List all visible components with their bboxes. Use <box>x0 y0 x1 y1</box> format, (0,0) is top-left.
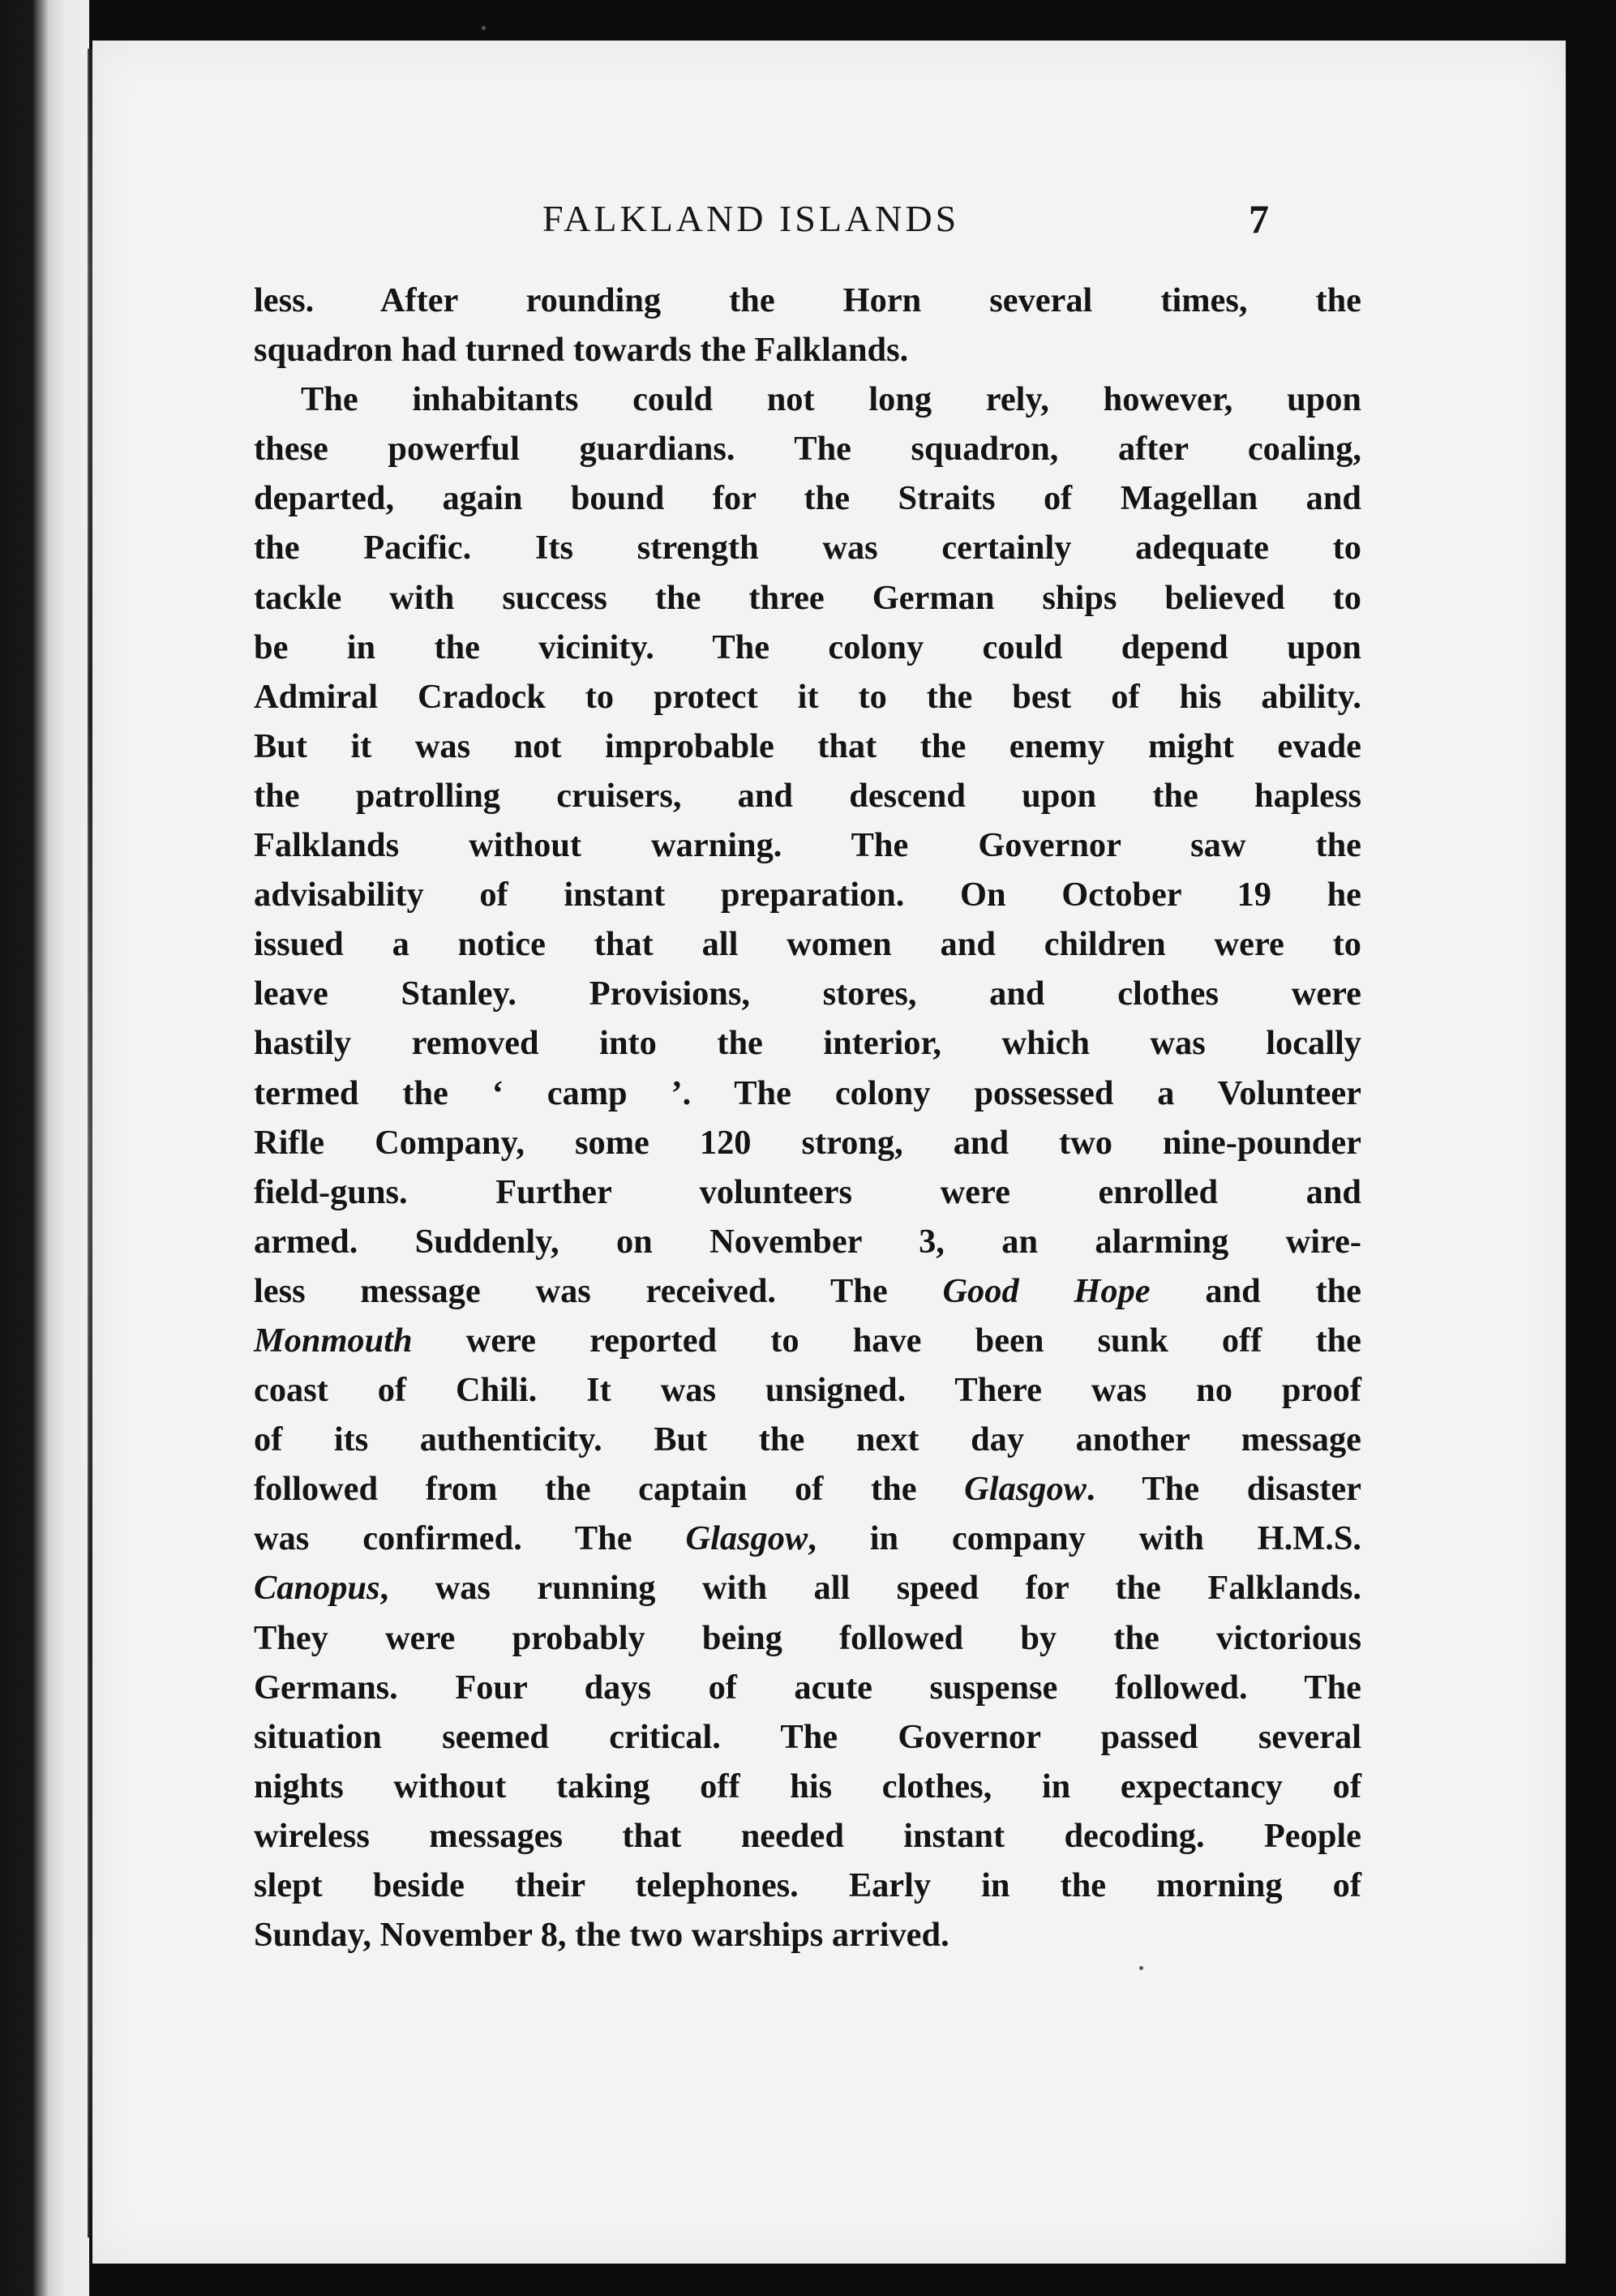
text-line: But it was not improbable that the enemy might evade <box>254 726 1361 765</box>
book-gutter <box>0 0 89 2296</box>
scan-speck <box>482 26 486 30</box>
text-line: be in the vicinity. The colony could depend upon <box>254 628 1361 666</box>
text-line: Germans. Four days of acute suspense followed. The <box>254 1668 1361 1707</box>
text-line: these powerful guardians. The squadron, after coaling, <box>254 430 1361 469</box>
text-line: followed from the captain of the Glasgow. The disaster <box>254 1470 1361 1509</box>
scan-speck <box>1139 1966 1143 1970</box>
text-line: Canopus, was running with all speed for the Falklands. <box>254 1569 1361 1608</box>
text-line: situation seemed critical. The Governor passed several <box>254 1717 1361 1756</box>
text-line: of its authenticity. But the next day another message <box>254 1420 1361 1459</box>
text-line: Falklands without warning. The Governor saw the <box>254 826 1361 865</box>
text-line: squadron had turned towards the Falklands. <box>254 331 909 370</box>
page-number: 7 <box>1249 196 1269 242</box>
text-line: coast of Chili. It was unsigned. There was no proof <box>254 1371 1361 1410</box>
text-line: Rifle Company, some 120 strong, and two nine-pounder <box>254 1123 1361 1162</box>
text-line: Sunday, November 8, the two warships arrived. <box>254 1916 949 1955</box>
ship-name: Glasgow <box>685 1519 808 1558</box>
text-line: leave Stanley. Provisions, stores, and clothes were <box>254 975 1361 1013</box>
text-line: field-guns. Further volunteers were enrolled and <box>254 1172 1361 1211</box>
text-line: Admiral Cradock to protect it to the best of his ability. <box>254 677 1361 716</box>
book-page <box>92 41 1566 2264</box>
text-line: The inhabitants could not long rely, however, upon <box>301 380 1361 419</box>
page-header <box>92 195 1566 259</box>
scan-border <box>1566 32 1616 2270</box>
running-title: FALKLAND ISLANDS <box>542 198 960 239</box>
text-line: tackle with success the three German ships believed to <box>254 578 1361 617</box>
text-line: They were probably being followed by the victorious <box>254 1618 1361 1657</box>
body-text <box>254 276 1361 1960</box>
text-line: less message was received. The Good Hope and the <box>254 1271 1361 1310</box>
ship-name: Good Hope <box>942 1271 1151 1310</box>
text-line: the patrolling cruisers, and descend upon the hapless <box>254 776 1361 815</box>
ship-name: Glasgow <box>964 1470 1087 1509</box>
ship-name: Canopus <box>254 1569 380 1608</box>
text-line: was confirmed. The Glasgow, in company with H.M.S. <box>254 1519 1362 1558</box>
text-line: slept beside their telephones. Early in the morning of <box>254 1866 1361 1904</box>
text-line: issued a notice that all women and children were to <box>254 925 1361 964</box>
text-line: nights without taking off his clothes, in expectancy of <box>254 1767 1361 1806</box>
text-line: termed the ‘ camp ’. The colony possessed a Volunteer <box>254 1073 1361 1112</box>
text-line: hastily removed into the interior, which was locally <box>254 1024 1361 1063</box>
ship-name: Monmouth <box>254 1321 413 1360</box>
text-line: advisability of instant preparation. On October 19 he <box>254 876 1361 915</box>
text-line: armed. Suddenly, on November 3, an alarming wire- <box>254 1222 1361 1261</box>
text-line: the Pacific. Its strength was certainly adequate to <box>254 529 1361 568</box>
text-line: Monmouth were reported to have been sunk off the <box>254 1321 1361 1360</box>
text-line: departed, again bound for the Straits of Magellan and <box>254 479 1361 518</box>
text-line: less. After rounding the Horn several times, the <box>254 281 1361 319</box>
text-line: wireless messages that needed instant decoding. People <box>254 1816 1361 1855</box>
